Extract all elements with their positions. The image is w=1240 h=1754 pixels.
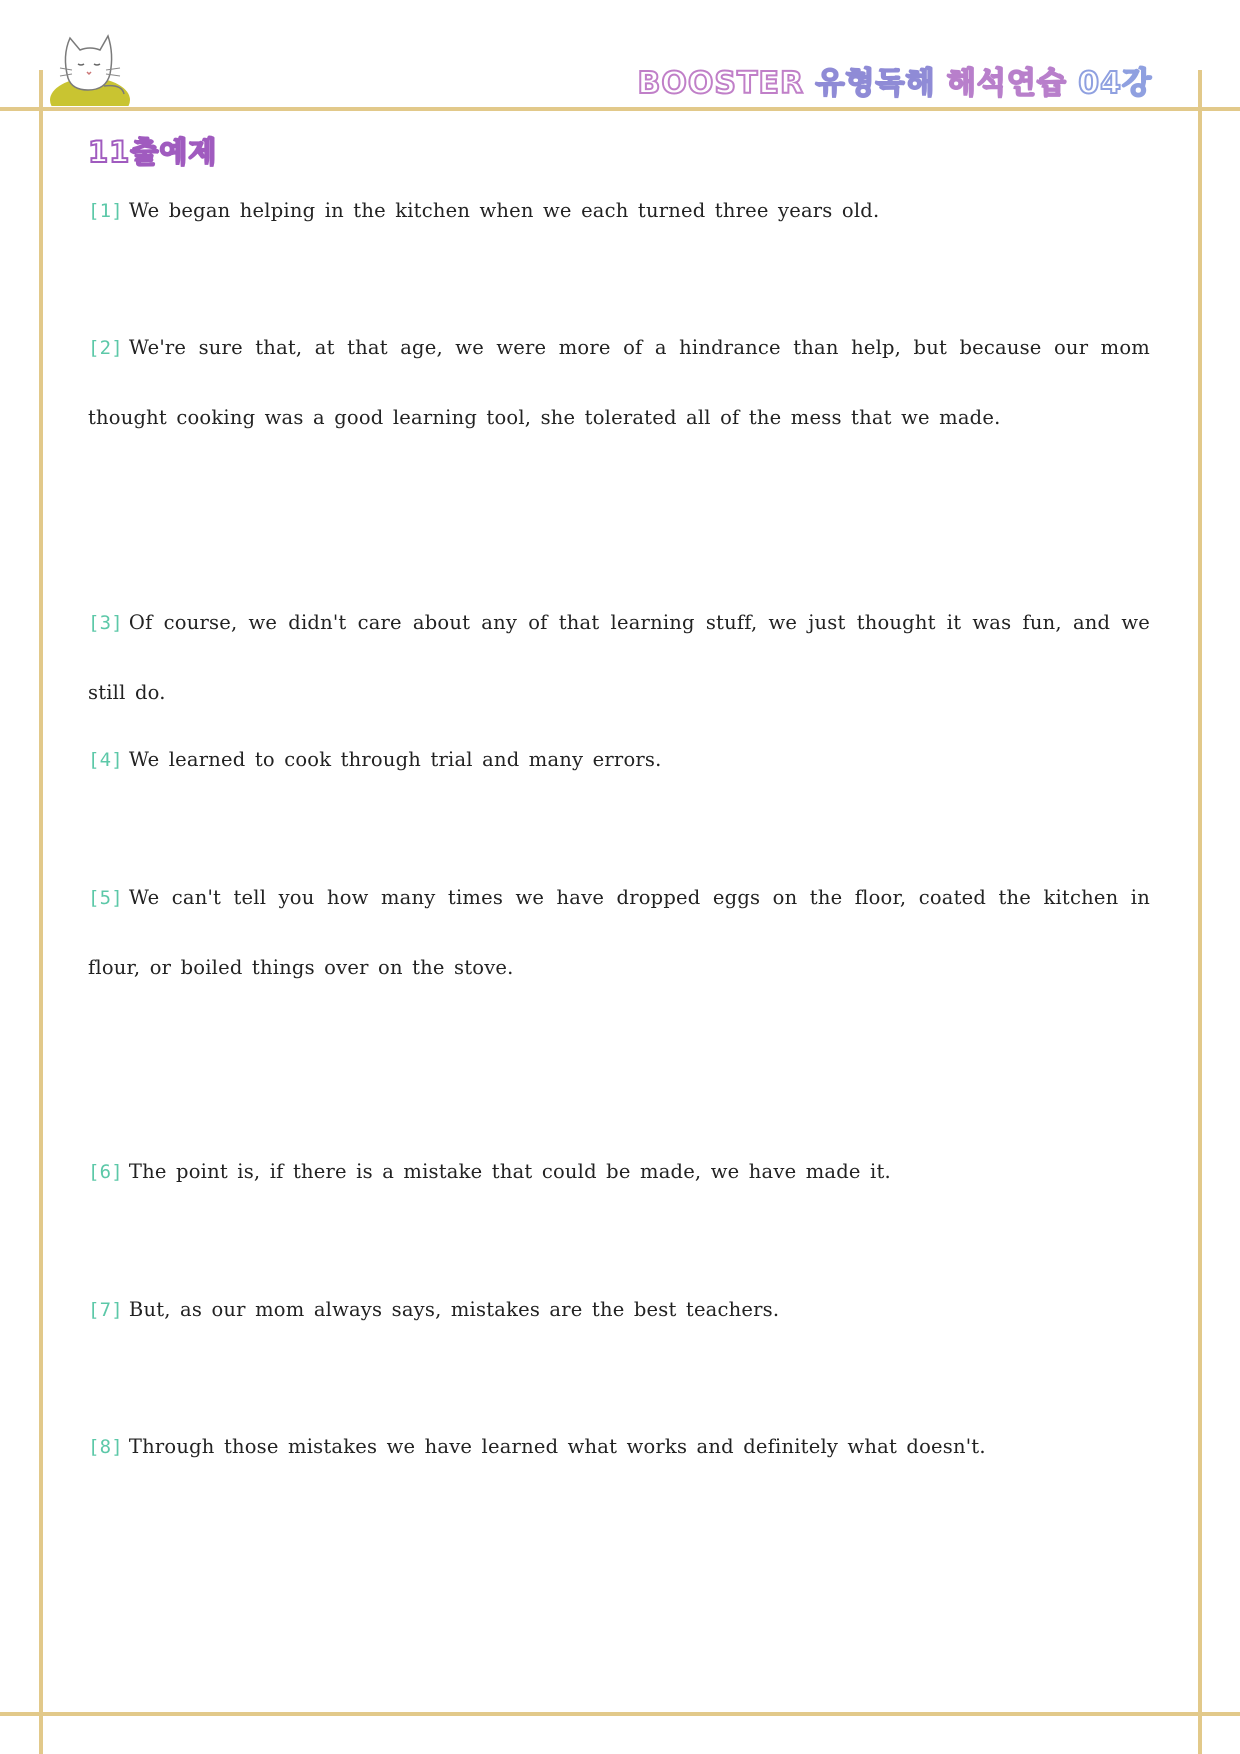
header-title [638, 58, 1152, 102]
header-title-lesson: 04강 [1078, 66, 1152, 101]
sentence-text: We're sure that, at that age, we were more of a hindrance than help, but because our mom thought cooking was a good learning tool, she tolerated all of the mess that we made. [88, 336, 1150, 429]
sentence-text: We learned to cook through trial and many errors. [128, 748, 662, 771]
right-border [1198, 70, 1202, 1754]
sentence-number: [4] [88, 749, 123, 771]
sentence-7 [88, 1275, 1150, 1345]
left-border [39, 70, 43, 1754]
section-title: 11출예제 [88, 135, 218, 169]
sentence-1 [88, 176, 1150, 246]
sentence-8 [88, 1412, 1150, 1482]
header-title-practice: 해석연습 [946, 66, 1067, 101]
cat-logo-icon [48, 28, 132, 106]
sentence-number: [8] [88, 1436, 123, 1458]
sentence-text: But, as our mom always says, mistakes are the best teachers. [128, 1298, 780, 1321]
bottom-border [0, 1712, 1240, 1716]
sentence-text: We can't tell you how many times we have dropped eggs on the floor, coated the kitchen in flour, or boiled things over on the stove. [88, 886, 1150, 979]
sentence-3 [88, 588, 1150, 727]
sentence-number: [1] [88, 200, 123, 222]
sentence-4 [88, 725, 1150, 795]
sentence-6 [88, 1137, 1150, 1207]
sentence-text: Of course, we didn't care about any of that learning stuff, we just thought it was fun, and we still do. [88, 611, 1150, 704]
sentence-text: We began helping in the kitchen when we each turned three years old. [128, 199, 880, 222]
header-title-type: 유형독해 [815, 66, 936, 101]
sentence-number: [7] [88, 1299, 123, 1321]
sentence-number: [6] [88, 1161, 123, 1183]
sentence-number: [3] [88, 612, 123, 634]
sentence-2 [88, 313, 1150, 452]
top-border [0, 107, 1240, 111]
header-title-booster: BOOSTER [637, 66, 805, 101]
sentence-number: [5] [88, 887, 123, 909]
sentence-text: Through those mistakes we have learned what works and definitely what doesn't. [128, 1435, 986, 1458]
sentence-number: [2] [88, 337, 123, 359]
sentence-5 [88, 863, 1150, 1002]
sentence-text: The point is, if there is a mistake that could be made, we have made it. [128, 1160, 891, 1183]
